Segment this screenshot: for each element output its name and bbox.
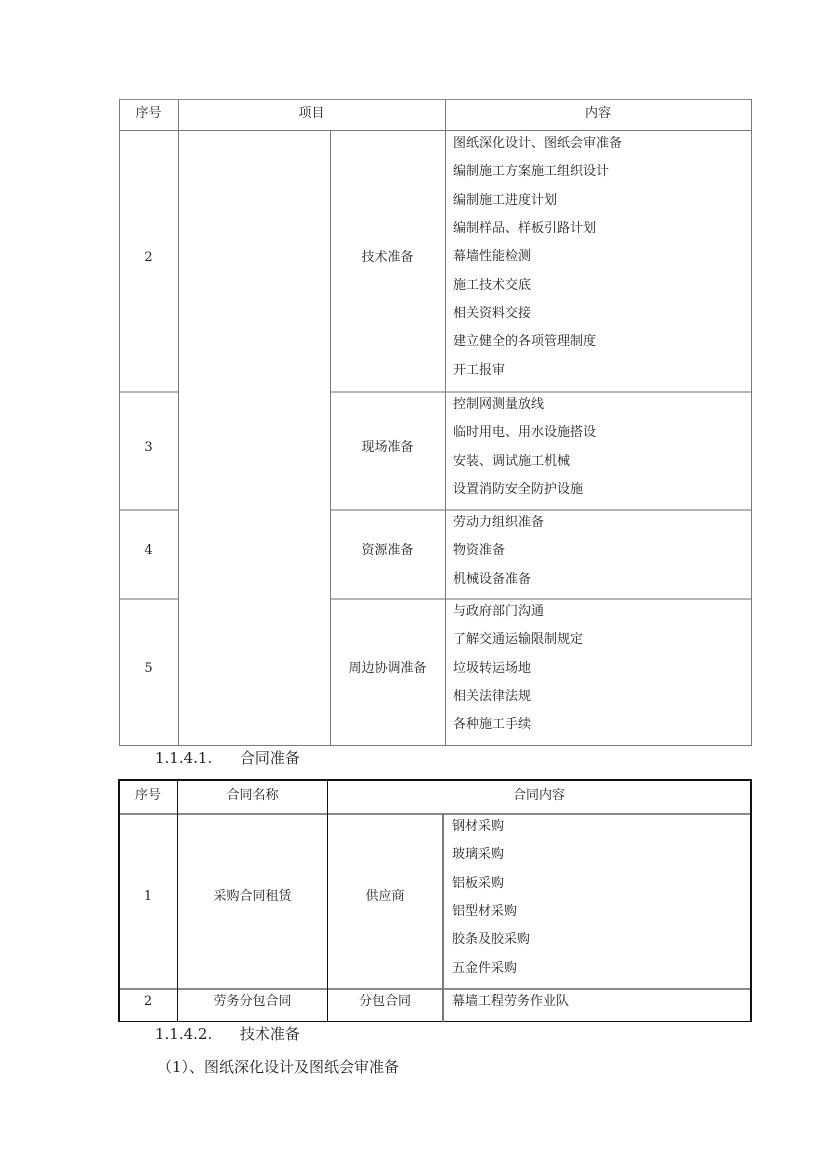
list-item: 五金件采购	[452, 961, 518, 976]
column-divider	[330, 130, 331, 746]
column-divider	[445, 99, 446, 746]
row-seq: 3	[144, 440, 153, 455]
row-divider	[119, 598, 178, 600]
table-border-left	[119, 99, 120, 746]
list-item: 编制施工进度计划	[453, 193, 558, 208]
row-content-list	[452, 819, 742, 987]
row-seq: 5	[144, 661, 153, 676]
header-item: 项目	[298, 106, 325, 121]
table-border-bottom	[119, 745, 752, 746]
header-content: 内容	[584, 106, 611, 121]
list-item: 幕墙工程劳务作业队	[452, 994, 570, 1009]
row-category: 周边协调准备	[348, 661, 427, 676]
list-item: 各种施工手续	[453, 717, 532, 732]
list-item: 相关资料交接	[453, 306, 532, 321]
body-paragraph: （1）、图纸深化设计及图纸会审准备	[157, 1058, 400, 1076]
list-item: 图纸深化设计、图纸会审准备	[453, 136, 623, 151]
list-item: 铝型材采购	[452, 904, 518, 919]
header-name: 合同名称	[226, 788, 279, 803]
list-item: 钢材采购	[452, 819, 505, 834]
list-item: 幕墙性能检测	[453, 249, 532, 264]
row-party: 供应商	[365, 889, 405, 904]
table-border-right	[750, 779, 752, 1022]
row-seq: 2	[144, 250, 153, 265]
row-content-list	[453, 136, 743, 386]
list-item: 了解交通运输限制规定	[453, 632, 584, 647]
section-title: 技术准备	[239, 1025, 300, 1043]
row-divider	[119, 391, 178, 393]
list-item: 开工报审	[453, 363, 506, 378]
table-header-divider	[119, 130, 752, 131]
row-content-list	[453, 604, 743, 744]
row-contract-name: 采购合同租赁	[213, 889, 292, 904]
list-item: 建立健全的各项管理制度	[453, 334, 597, 349]
table-border-top	[119, 99, 752, 100]
column-divider	[178, 99, 179, 746]
list-item: 机械设备准备	[453, 572, 532, 587]
list-item: 垃圾转运场地	[453, 661, 532, 676]
list-item: 临时用电、用水设施搭设	[453, 425, 597, 440]
list-item: 玻璃采购	[452, 847, 505, 862]
section-number: 1.1.4.1.	[155, 749, 213, 767]
table-border-bottom	[118, 1021, 752, 1022]
table-header-divider	[119, 813, 751, 815]
list-item: 与政府部门沟通	[453, 604, 545, 619]
row-content-list	[453, 397, 743, 507]
header-seq: 序号	[134, 788, 161, 803]
list-item: 相关法律法规	[453, 689, 532, 704]
row-divider	[330, 391, 752, 393]
list-item: 铝板采购	[452, 876, 505, 891]
row-party: 分包合同	[358, 994, 411, 1009]
list-item: 编制样品、样板引路计划	[453, 221, 597, 236]
row-category: 技术准备	[361, 250, 414, 265]
row-seq: 1	[143, 889, 153, 904]
row-contract-name: 劳务分包合同	[213, 994, 292, 1009]
list-item: 施工技术交底	[453, 278, 532, 293]
column-divider	[442, 813, 444, 1022]
section-heading	[155, 1025, 300, 1043]
section-heading	[155, 749, 300, 767]
row-seq: 4	[144, 543, 153, 558]
header-seq: 序号	[135, 106, 162, 121]
list-item: 控制网测量放线	[453, 397, 545, 412]
row-divider	[330, 509, 752, 511]
row-category: 现场准备	[361, 440, 414, 455]
list-item: 物资准备	[453, 543, 506, 558]
row-category: 资源准备	[361, 543, 414, 558]
row-seq: 2	[143, 994, 153, 1009]
row-divider	[119, 509, 178, 511]
list-item: 胶条及胶采购	[452, 932, 531, 947]
header-content: 合同内容	[512, 788, 565, 803]
row-content-list	[453, 515, 743, 595]
row-divider	[330, 598, 752, 600]
list-item: 设置消防安全防护设施	[453, 482, 584, 497]
table-border-right	[751, 99, 752, 746]
list-item: 安装、调试施工机械	[453, 454, 571, 469]
table-border-top	[118, 779, 752, 781]
list-item: 劳动力组织准备	[453, 515, 545, 530]
section-number: 1.1.4.2.	[155, 1025, 213, 1043]
section-title: 合同准备	[239, 749, 300, 767]
row-divider	[119, 988, 751, 990]
list-item: 编制施工方案施工组织设计	[453, 164, 610, 179]
